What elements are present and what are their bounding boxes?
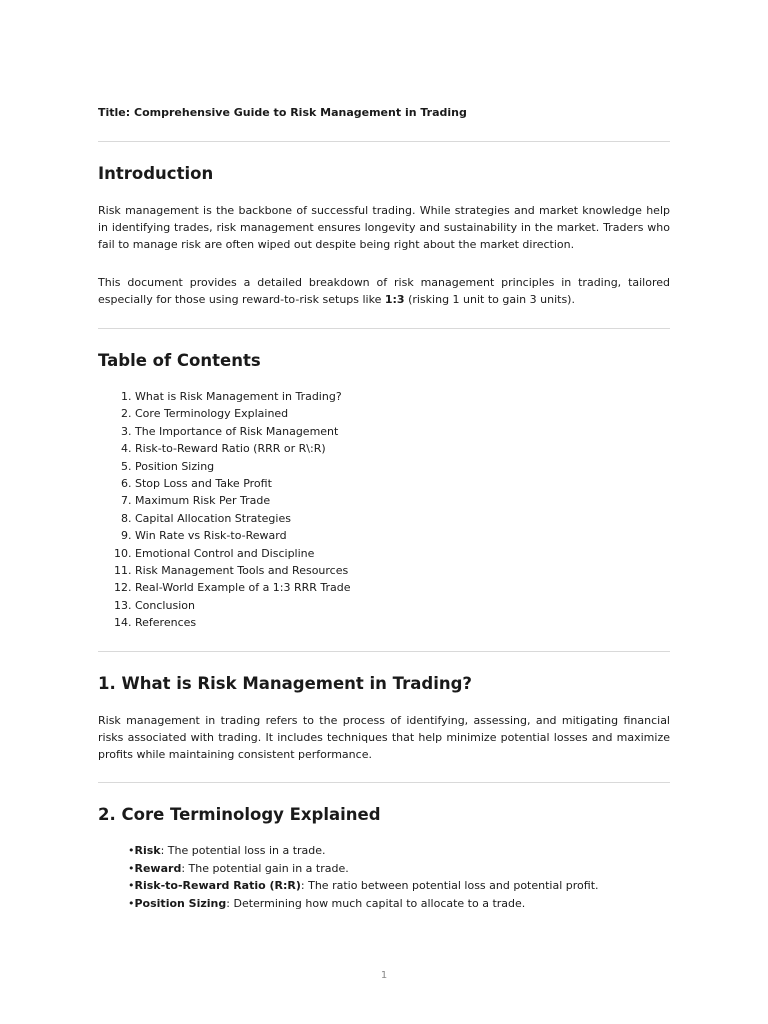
term-definition: : The ratio between potential loss and potential profit. bbox=[300, 879, 599, 893]
table-of-contents bbox=[98, 388, 670, 632]
divider bbox=[98, 651, 670, 652]
introduction-paragraph-2 bbox=[98, 274, 670, 308]
term-definition: : Determining how much capital to allocate to a trade. bbox=[226, 896, 526, 910]
introduction-heading: Introduction bbox=[98, 164, 214, 183]
title-prefix: Title: bbox=[98, 106, 131, 119]
term-name: Position Sizing bbox=[134, 896, 227, 910]
toc-item: 4. Risk-to-Reward Ratio (RRR or R\:R) bbox=[135, 440, 670, 457]
toc-item: 9. Win Rate vs Risk-to-Reward bbox=[135, 527, 670, 544]
toc-heading: Table of Contents bbox=[98, 351, 261, 371]
page-number: 1 bbox=[380, 970, 388, 981]
divider bbox=[98, 328, 670, 329]
toc-item: 3. The Importance of Risk Management bbox=[135, 423, 670, 440]
divider bbox=[98, 141, 670, 142]
term-name: Risk bbox=[134, 844, 161, 858]
list-item bbox=[128, 877, 670, 894]
toc-item: 5. Position Sizing bbox=[135, 458, 670, 475]
document-content bbox=[98, 105, 670, 912]
title-text: Comprehensive Guide to Risk Management in Trading bbox=[134, 106, 467, 119]
toc-item: 7. Maximum Risk Per Trade bbox=[135, 492, 670, 509]
divider bbox=[98, 782, 670, 783]
toc-item: 2. Core Terminology Explained bbox=[135, 405, 670, 422]
section-1-heading: 1. What is Risk Management in Trading? bbox=[98, 673, 472, 693]
term-definition: : The potential loss in a trade. bbox=[160, 844, 326, 858]
toc-item: 10. Emotional Control and Discipline bbox=[135, 545, 670, 562]
toc-item: 1. What is Risk Management in Trading? bbox=[135, 388, 670, 405]
toc-item: 12. Real-World Example of a 1:3 RRR Trade bbox=[135, 579, 670, 596]
introduction-paragraph-1: Risk management is the backbone of successful trading. While strategies and market knowledge help in identifying trades, risk management ensures longevity and sustainability in the market. Traders who fail to manage risk are often wiped out despite being right about the market direction. bbox=[98, 204, 670, 252]
term-definition: : The potential gain in a trade. bbox=[181, 861, 349, 875]
ratio-emphasis: 1:3 bbox=[384, 292, 405, 306]
list-item bbox=[128, 895, 670, 912]
term-name: Risk-to-Reward Ratio (R:R) bbox=[134, 879, 301, 893]
section-1-paragraph: Risk management in trading refers to the process of identifying, assessing, and mitigating financial risks associated with trading. It includes techniques that help minimize potential losses and maximize profits while maintaining consistent performance. bbox=[98, 713, 670, 762]
toc-item: 8. Capital Allocation Strategies bbox=[135, 510, 670, 527]
terminology-list bbox=[98, 842, 670, 912]
intro-p2-text-start: This document provides a detailed breakdown of risk management principles in trading, tailored especially for those using reward-to-risk setups like bbox=[98, 275, 670, 306]
document-title bbox=[98, 105, 670, 121]
toc-item: 11. Risk Management Tools and Resources bbox=[135, 562, 670, 579]
section-2-heading: 2. Core Terminology Explained bbox=[98, 805, 381, 825]
list-item bbox=[128, 842, 670, 859]
toc-item: 14. References bbox=[135, 614, 670, 631]
toc-item: 6. Stop Loss and Take Profit bbox=[135, 475, 670, 492]
term-name: Reward bbox=[134, 861, 182, 875]
list-item bbox=[128, 860, 670, 877]
intro-p2-text-end: (risking 1 unit to gain 3 units). bbox=[404, 292, 575, 306]
toc-item: 13. Conclusion bbox=[135, 597, 670, 614]
